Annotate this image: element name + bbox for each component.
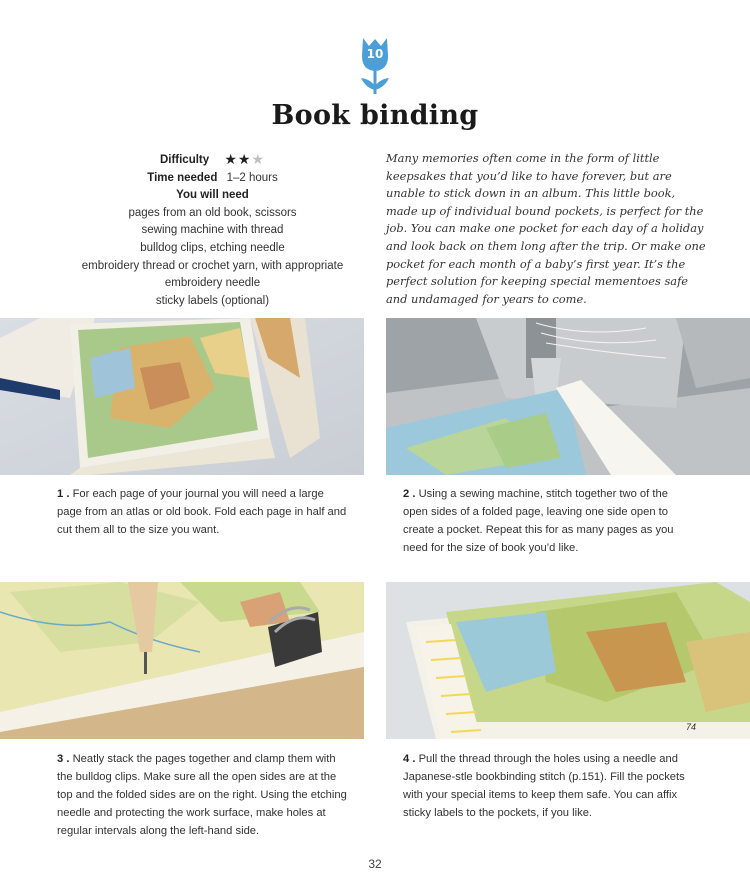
photo-bound-book (386, 582, 750, 739)
difficulty-label: Difficulty (159, 154, 210, 166)
star-icon: ★ (237, 151, 252, 167)
time-label: Time needed (147, 171, 218, 184)
page-title: Book binding (271, 100, 479, 131)
step-text: Neatly stack the pages together and clamp them with the bulldog clips. Make sure all the open sides are at the top and the folded sides are on the right. Using the etching needle and protecting the work surface, make holes at regular intervals along the left-hand side. (57, 753, 347, 837)
step-1 (57, 485, 347, 539)
requirements-block (40, 150, 385, 310)
star-empty-icon: ★ (251, 151, 266, 167)
difficulty-stars (224, 151, 265, 167)
time-row (40, 170, 385, 188)
need-item: pages from an old book, scissors (128, 206, 297, 219)
step-3 (57, 750, 347, 840)
photo-folded-atlas-page (0, 318, 364, 475)
step-number: 3 . (57, 753, 70, 765)
difficulty-row (40, 150, 385, 170)
time-value: 1–2 hours (226, 171, 278, 184)
step-number: 4 . (403, 753, 416, 765)
need-item: sewing machine with thread (141, 224, 284, 237)
step-text: Pull the thread through the holes using a needle and Japanese-stle bookbinding stitch (p.151). Fill the pockets with your special items to keep them safe. You can affix sticky labels to the pockets, if you like. (403, 753, 685, 819)
badge-number: 10 (366, 47, 384, 61)
step-number: 1 . (57, 488, 70, 500)
tulip-badge (356, 34, 394, 96)
need-row (40, 187, 385, 205)
step-4 (403, 750, 693, 822)
need-label: You will need (176, 189, 249, 202)
need-item: sticky labels (optional) (155, 294, 270, 307)
page-number: 32 (368, 857, 382, 871)
step-2 (403, 485, 693, 557)
need-item: embroidery thread or crochet yarn, with appropriate (81, 259, 344, 272)
photo-sewing-machine (386, 318, 750, 475)
tulip-icon (356, 34, 394, 96)
intro-text: Many memories often come in the form of little keepsakes that you’d like to have forever, but are unable to stick down in an album. This little book, made up of individual bound pockets, is perfect for the job. You can make one pocket for each day of a holiday and look back on them long after the trip. Or make one pocket for each month of a baby’s first year. It’s the perfect solution for keeping special mementoes safe and undamaged for years to come. (386, 151, 706, 306)
step-number: 2 . (403, 488, 416, 500)
step-text: Using a sewing machine, stitch together two of the open sides of a folded page, leaving one side open to create a pocket. Repeat this for as many pages as you need for the size of book you’d like. (403, 488, 674, 554)
photo-page-label: 74 (686, 722, 697, 732)
need-item: embroidery needle (164, 277, 261, 290)
need-item: bulldog clips, etching needle (140, 241, 285, 254)
star-icon: ★ (224, 151, 238, 167)
step-text: For each page of your journal you will need a large page from an atlas or old book. Fold each page in half and cut them all to the size you want. (57, 488, 347, 536)
photo-etching-needle-clip (0, 582, 364, 739)
